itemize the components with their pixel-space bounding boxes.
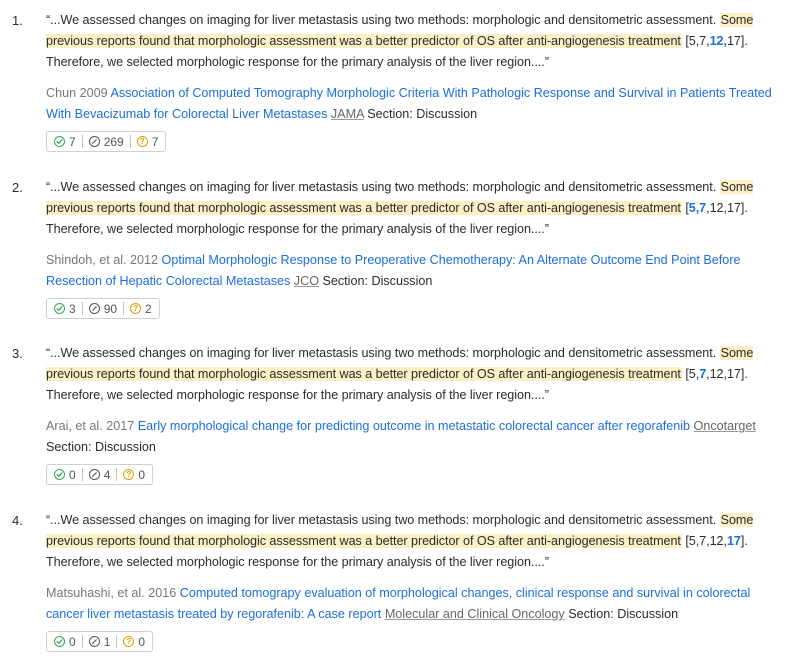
reference-line — [46, 416, 786, 458]
snippet-text-before: “...We assessed changes on imaging for liver metastasis using two methods: morphologic and densitometric assessment. — [46, 180, 720, 194]
supporting-count-badge[interactable] — [52, 132, 82, 151]
citation-bracket-close: ] — [740, 533, 745, 548]
mentioning-count: 1 — [103, 634, 111, 649]
reference-journal-link[interactable]: Oncotarget — [693, 419, 756, 434]
reference-line — [46, 250, 786, 292]
slash-circle-icon — [89, 469, 100, 480]
citation-reference[interactable]: 7 — [699, 366, 707, 381]
mentioning-count: 4 — [103, 467, 111, 482]
reference-section: Section: Discussion — [367, 107, 478, 122]
citation-reference: 5,7, — [688, 33, 710, 48]
reference-title-link[interactable]: Early morphological change for predicting outcome in metastatic colorectal cancer after regorafenib — [137, 419, 691, 434]
citation-tally-badges — [46, 464, 153, 485]
question-circle-icon: ? — [130, 303, 141, 314]
question-circle-icon: ? — [123, 636, 134, 647]
citation-tally-badges — [46, 131, 166, 152]
mentioning-count-badge[interactable] — [83, 299, 123, 318]
supporting-count: 7 — [69, 134, 76, 149]
reference-journal-link[interactable]: JCO — [293, 274, 319, 289]
citation-bracket-close: ] — [740, 33, 745, 48]
snippet-text-after: . Therefore, we selected morphologic response for the primary analysis of the liver region....” — [46, 366, 748, 402]
reference-author-year: Matsuhashi, et al. 2016 — [46, 586, 177, 601]
result-body — [46, 343, 786, 485]
check-circle-icon — [54, 636, 65, 647]
supporting-count: 3 — [69, 301, 76, 316]
citation-reference: ,12,17 — [706, 200, 741, 215]
citation-tally-badges — [46, 631, 153, 652]
reference-author-year: Arai, et al. 2017 — [46, 419, 135, 434]
citation-reference: 5,7,12, — [688, 533, 727, 548]
snippet-highlight: Some previous reports found that morphologic assessment was a better predictor of OS after anti-angiogenesis treatment — [46, 13, 754, 48]
citation-snippet — [46, 343, 786, 405]
snippet-highlight: Some previous reports found that morphologic assessment was a better predictor of OS after anti-angiogenesis treatment — [46, 346, 754, 381]
citation-reference[interactable]: 17 — [726, 533, 741, 548]
mentioning-count-badge[interactable] — [83, 632, 117, 651]
reference-journal-link[interactable]: JAMA — [330, 107, 364, 122]
result-number: 1. — [12, 13, 23, 28]
snippet-text-after: . Therefore, we selected morphologic response for the primary analysis of the liver region....” — [46, 533, 748, 569]
check-circle-icon — [54, 136, 65, 147]
mentioning-count: 269 — [103, 134, 124, 149]
supporting-count-badge[interactable] — [52, 632, 82, 651]
supporting-count-badge[interactable] — [52, 465, 82, 484]
question-circle-icon: ? — [123, 469, 134, 480]
citation-bracket-close: ] — [740, 200, 745, 215]
result-number: 3. — [12, 346, 23, 361]
slash-circle-icon — [89, 303, 100, 314]
result-body — [46, 510, 786, 652]
reference-line — [46, 83, 786, 125]
reference-section: Section: Discussion — [322, 274, 433, 289]
reference-title-link[interactable]: Computed tomograpy evaluation of morphological changes, clinical response and survival in colorectal cancer liver metastasis treated by regorafenib: A case report — [46, 586, 751, 622]
check-circle-icon — [54, 469, 65, 480]
snippet-text-after: . Therefore, we selected morphologic response for the primary analysis of the liver region....” — [46, 200, 748, 236]
result-number: 4. — [12, 513, 23, 528]
snippet-highlight: Some previous reports found that morphologic assessment was a better predictor of OS after anti-angiogenesis treatment — [46, 180, 754, 215]
citation-bracket-open: [ — [681, 533, 689, 548]
contrasting-count: 0 — [138, 467, 146, 482]
result-body — [46, 10, 786, 152]
citation-bracket-close: ] — [740, 366, 745, 381]
supporting-count: 0 — [69, 467, 76, 482]
snippet-text-after: . Therefore, we selected morphologic response for the primary analysis of the liver region....” — [46, 33, 748, 69]
snippet-highlight: Some previous reports found that morphologic assessment was a better predictor of OS after anti-angiogenesis treatment — [46, 513, 754, 548]
reference-author-year: Chun 2009 — [46, 86, 108, 101]
reference-author-year: Shindoh, et al. 2012 — [46, 253, 159, 268]
contrasting-count-badge[interactable] — [117, 465, 147, 484]
question-circle-icon: ? — [137, 136, 148, 147]
contrasting-count: 7 — [151, 134, 159, 149]
mentioning-count-badge[interactable] — [83, 132, 130, 151]
reference-journal-link[interactable]: Molecular and Clinical Oncology — [384, 607, 565, 622]
citation-snippet — [46, 510, 786, 572]
reference-title-link[interactable]: Association of Computed Tomography Morphologic Criteria With Pathologic Response and Survival in Patients Treated With Bevacizumab for Colorectal Liver Metastases — [46, 86, 772, 122]
citation-bracket-open: [ — [681, 33, 689, 48]
supporting-count: 0 — [69, 634, 76, 649]
citation-bracket-open: [ — [681, 366, 689, 381]
contrasting-count: 0 — [138, 634, 146, 649]
contrasting-count-badge[interactable] — [131, 132, 161, 151]
reference-section: Section: Discussion — [568, 607, 679, 622]
contrasting-count-badge[interactable] — [124, 299, 154, 318]
citation-snippet — [46, 10, 786, 72]
supporting-count-badge[interactable] — [52, 299, 82, 318]
snippet-text-before: “...We assessed changes on imaging for liver metastasis using two methods: morphologic and densitometric assessment. — [46, 513, 720, 527]
mentioning-count-badge[interactable] — [83, 465, 117, 484]
mentioning-count: 90 — [103, 301, 118, 316]
citation-snippet — [46, 177, 786, 239]
slash-circle-icon — [89, 636, 100, 647]
reference-line — [46, 583, 786, 625]
contrasting-count: 2 — [145, 301, 152, 316]
slash-circle-icon — [89, 136, 100, 147]
check-circle-icon — [54, 303, 65, 314]
contrasting-count-badge[interactable] — [117, 632, 147, 651]
citation-bracket-open: [ — [681, 200, 689, 215]
citation-reference: 5, — [688, 366, 700, 381]
citation-reference[interactable]: 5,7 — [688, 200, 707, 215]
citation-tally-badges — [46, 298, 160, 319]
citation-reference: ,12,17 — [706, 366, 741, 381]
snippet-text-before: “...We assessed changes on imaging for liver metastasis using two methods: morphologic and densitometric assessment. — [46, 13, 720, 27]
citation-reference[interactable]: 12, — [709, 33, 727, 48]
reference-section: Section: Discussion — [46, 440, 156, 455]
result-body — [46, 177, 786, 319]
result-number: 2. — [12, 180, 23, 195]
citation-reference: 17 — [726, 33, 741, 48]
reference-title-link[interactable]: Optimal Morphologic Response to Preoperative Chemotherapy: An Alternate Outcome End Point Before Resection of Hepatic Colorectal Metastases — [46, 253, 741, 289]
snippet-text-before: “...We assessed changes on imaging for liver metastasis using two methods: morphologic and densitometric assessment. — [46, 346, 720, 360]
